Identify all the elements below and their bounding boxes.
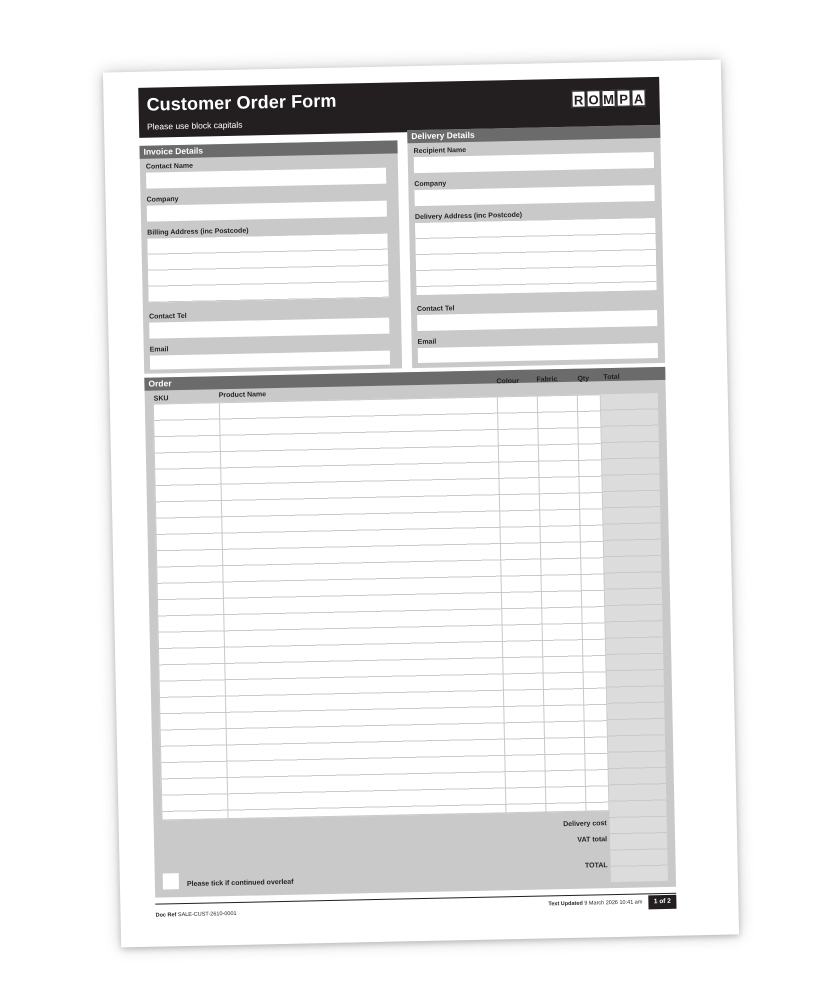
contact-tel-field[interactable] [149,318,389,339]
invoice-details-panel [139,140,402,373]
logo-letter: R [571,90,585,107]
grand-total-label: TOTAL [584,862,608,870]
billing-address-label: Billing Address (inc Postcode) [147,227,249,237]
logo-letter: M [601,90,615,107]
form-title: Customer Order Form [146,90,337,115]
delivery-contact-tel-label: Contact Tel [416,305,455,314]
recipient-name-field[interactable] [414,152,654,173]
delivery-address-field[interactable] [415,218,656,295]
qty-column-header: Qty [577,375,590,383]
delivery-address-label: Delivery Address (inc Postcode) [414,211,523,222]
company-label: Company [146,196,179,204]
fabric-column-header: Fabric [536,376,558,384]
order-form-sheet [103,60,739,948]
text-updated-value: 9 March 2026 10:41 am [584,899,643,907]
form-footer [155,893,676,923]
doc-ref [156,911,237,919]
doc-ref-value: SALE-CUST-2610-0001 [177,910,237,919]
email-field[interactable] [150,351,390,370]
order-panel [144,367,676,898]
logo-letter: P [616,90,630,107]
delivery-cost-label: Delivery cost [563,820,607,829]
contact-name-label: Contact Name [145,162,194,171]
page-number-badge: 1 of 2 [648,895,676,910]
continued-overleaf-checkbox[interactable] [163,873,179,889]
form-subtitle: Please use block capitals [146,119,243,132]
vat-total-label: VAT total [577,836,608,844]
total-column[interactable] [601,393,668,882]
colour-column-header: Colour [496,377,520,386]
logo-letter: O [586,90,600,107]
text-updated [548,899,642,907]
contact-name-field[interactable] [146,168,386,189]
doc-ref-label: Doc Ref [155,912,177,919]
contact-tel-label: Contact Tel [148,312,187,321]
delivery-contact-tel-field[interactable] [417,310,657,331]
continued-overleaf-label: Please tick if continued overleaf [186,878,294,888]
rompa-logo [571,89,645,108]
order-title: Order [144,367,665,391]
delivery-company-label: Company [414,180,447,189]
total-column-header: Total [603,373,620,382]
text-updated-label: Text Updated [548,900,583,908]
logo-letter: A [631,89,645,106]
company-field[interactable] [147,201,387,222]
delivery-email-field[interactable] [418,343,658,363]
product-name-column-header: Product Name [218,391,267,400]
invoice-details-title: Invoice Details [139,140,397,158]
delivery-details-title: Delivery Details [407,125,660,143]
recipient-name-label: Recipient Name [413,146,467,156]
sku-column-header: SKU [153,395,169,403]
delivery-details-panel [407,125,665,368]
delivery-email-label: Email [417,338,437,347]
delivery-company-field[interactable] [414,185,654,206]
billing-address-field[interactable] [147,234,388,303]
email-label: Email [149,346,169,354]
